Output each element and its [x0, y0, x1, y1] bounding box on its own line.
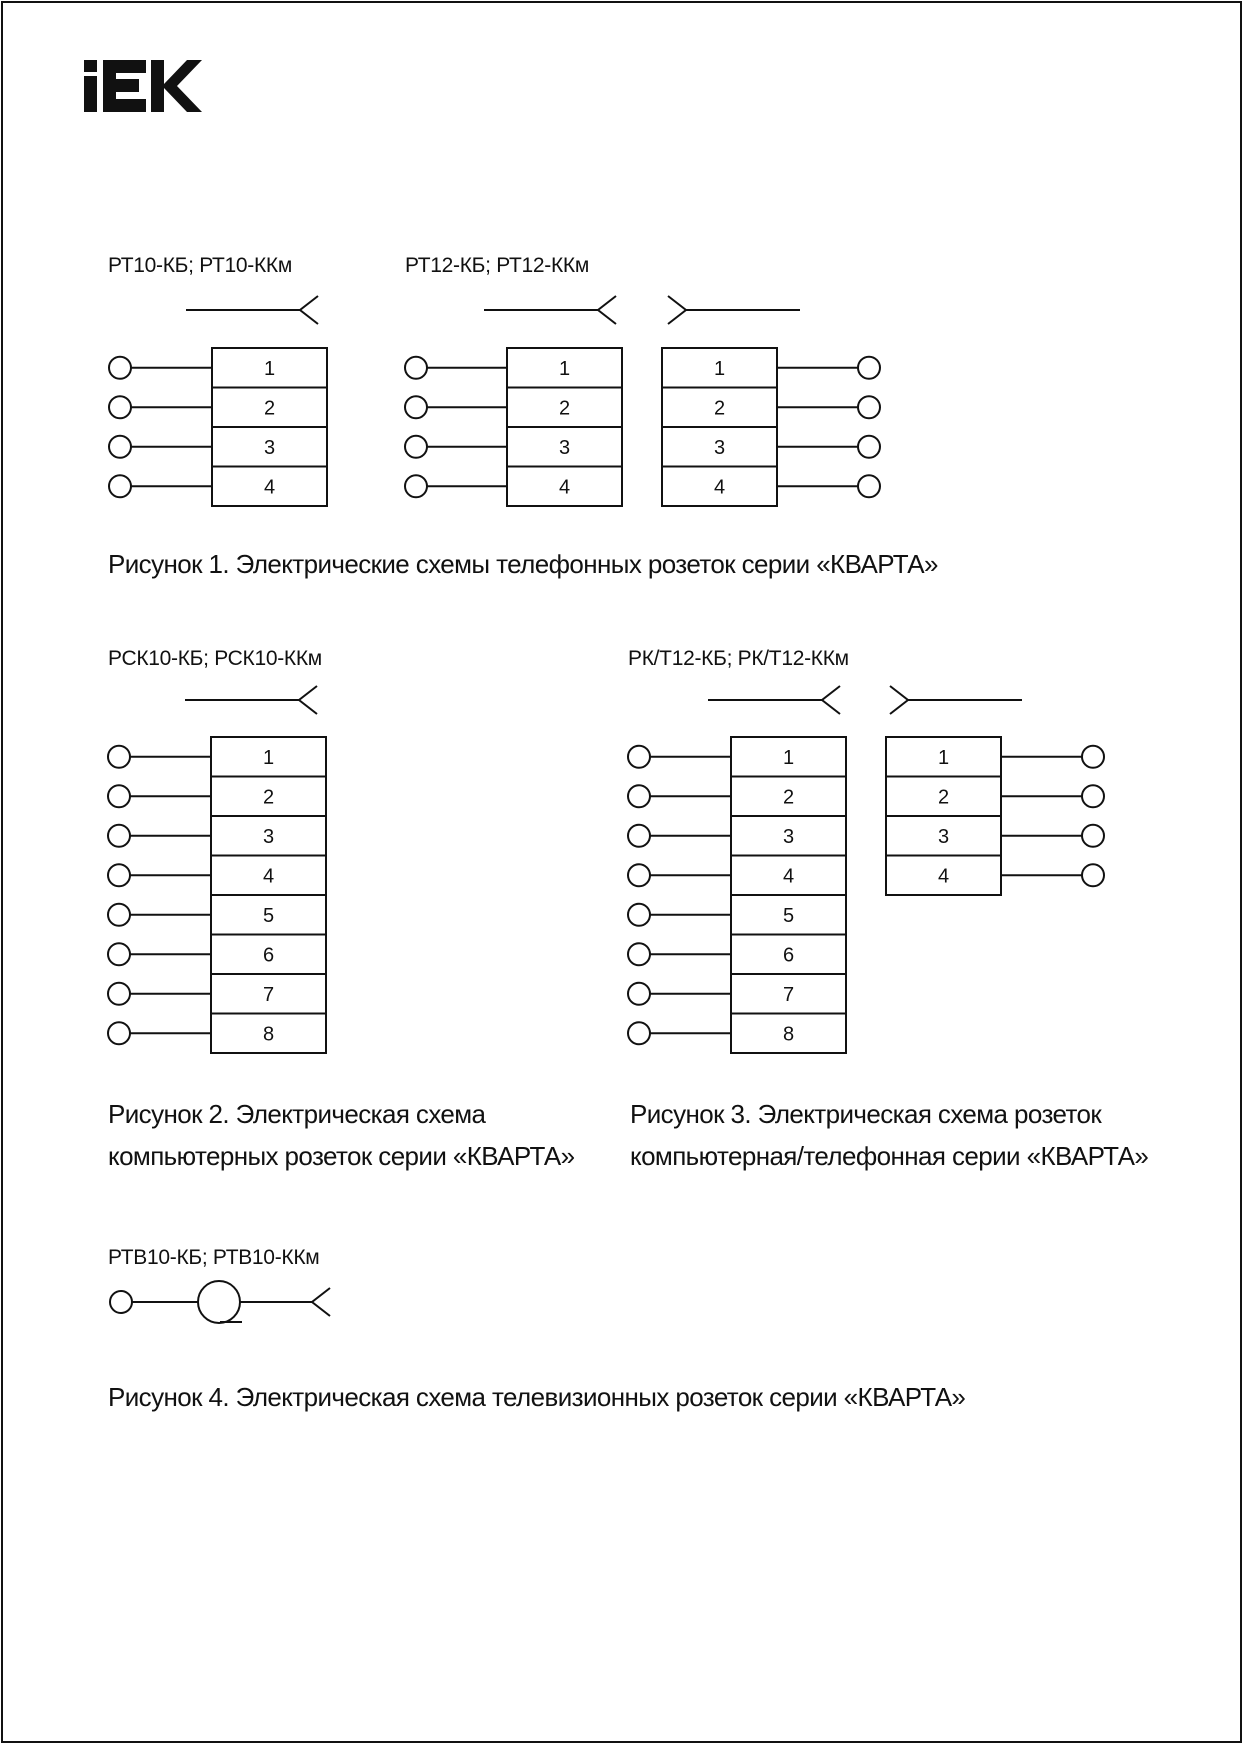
- fig3-caption-line1: Рисунок 3. Электрическая схема розеток: [630, 1099, 1102, 1129]
- pin-number: 3: [937, 825, 950, 848]
- plug-symbol-fig1-left: [186, 296, 318, 324]
- terminal-row: [108, 816, 326, 856]
- terminal-row: [628, 895, 846, 935]
- terminal-circle: [628, 943, 650, 965]
- fig4-caption: Рисунок 4. Электрическая схема телевизионных розеток серии «КВАРТА»: [108, 1382, 966, 1412]
- terminal-circle: [405, 396, 427, 418]
- terminal-circle: [628, 825, 650, 847]
- tv-terminal-circle: [110, 1291, 132, 1313]
- terminal-row: [108, 974, 326, 1014]
- terminal-circle: [405, 475, 427, 497]
- pin-number: 8: [262, 1023, 275, 1046]
- terminal-circle: [108, 1022, 130, 1044]
- pin-number: 3: [262, 825, 275, 848]
- terminal-row: [405, 427, 622, 467]
- terminal-row: [405, 467, 622, 507]
- pin-number: 1: [263, 357, 276, 380]
- terminal-row: [108, 737, 326, 777]
- tv-plug-symbol: [312, 1288, 330, 1316]
- fig2-models: РСК10-КБ; РСК10-ККм: [108, 647, 322, 670]
- fig1-right-models: РТ12-КБ; РТ12-ККм: [405, 254, 589, 277]
- pin-number: 5: [782, 904, 795, 927]
- pin-number: 4: [937, 865, 950, 888]
- terminal-row: [662, 388, 880, 428]
- fig3-caption-line2: компьютерная/телефонная серии «КВАРТА»: [630, 1141, 1149, 1171]
- terminal-circle: [108, 864, 130, 886]
- pin-number: 6: [262, 944, 275, 967]
- terminal-row: [662, 467, 880, 507]
- terminal-circle: [108, 746, 130, 768]
- terminal-row: [662, 348, 880, 388]
- terminal-block-fig2: [108, 737, 326, 1053]
- pin-number: 3: [558, 436, 571, 459]
- terminal-circle: [1082, 864, 1104, 886]
- fig2-caption-line1: Рисунок 2. Электрическая схема: [108, 1099, 486, 1129]
- terminal-row: [662, 427, 880, 467]
- pin-number: 4: [262, 865, 275, 888]
- pin-number: 1: [937, 746, 950, 769]
- plug-symbol-fig1-mid: [484, 296, 616, 324]
- pin-number: 3: [263, 436, 276, 459]
- fig1-left-models: РТ10-КБ; РТ10-ККм: [108, 254, 292, 277]
- terminal-row: [886, 816, 1104, 856]
- pin-number: 6: [782, 944, 795, 967]
- pin-number: 3: [713, 436, 726, 459]
- fig1-caption: Рисунок 1. Электрические схемы телефонных розеток серии «КВАРТА»: [108, 549, 938, 579]
- terminal-row: [109, 467, 327, 507]
- fig4-models: РТВ10-КБ; РТВ10-ККм: [108, 1246, 320, 1269]
- pin-number: 4: [263, 476, 276, 499]
- terminal-circle: [109, 436, 131, 458]
- terminal-row: [628, 935, 846, 975]
- tv-socket-schematic: [110, 1281, 330, 1323]
- terminal-row: [628, 777, 846, 817]
- pin-number: 2: [937, 786, 950, 809]
- terminal-block-fig1-mid: [405, 348, 622, 506]
- pin-number: 7: [782, 983, 795, 1006]
- plug-symbol-fig2: [185, 686, 317, 714]
- terminal-circle: [109, 475, 131, 497]
- terminal-row: [109, 427, 327, 467]
- pin-number: 2: [558, 397, 571, 420]
- terminal-row: [109, 388, 327, 428]
- terminal-row: [628, 737, 846, 777]
- pin-number: 2: [713, 397, 726, 420]
- iek-logo: [0, 0, 202, 112]
- pin-number: 1: [558, 357, 571, 380]
- terminal-row: [628, 816, 846, 856]
- terminal-circle: [628, 864, 650, 886]
- terminal-circle: [628, 746, 650, 768]
- terminal-row: [109, 348, 327, 388]
- pin-number: 1: [713, 357, 726, 380]
- fig3-models: РК/Т12-КБ; РК/Т12-ККм: [628, 647, 849, 670]
- terminal-circle: [858, 357, 880, 379]
- terminal-circle: [405, 436, 427, 458]
- terminal-circle: [1082, 746, 1104, 768]
- terminal-circle: [628, 904, 650, 926]
- socket-symbol-fig3-right: [890, 686, 1022, 714]
- pin-number: 8: [782, 1023, 795, 1046]
- pin-number: 2: [782, 786, 795, 809]
- socket-symbol-fig1-right: [668, 296, 800, 324]
- pin-number: 2: [262, 786, 275, 809]
- fig2-caption-line2: компьютерных розеток серии «КВАРТА»: [108, 1141, 575, 1171]
- terminal-circle: [405, 357, 427, 379]
- terminal-circle: [1082, 825, 1104, 847]
- terminal-circle: [108, 904, 130, 926]
- terminal-circle: [628, 983, 650, 1005]
- terminal-row: [108, 1014, 326, 1054]
- terminal-row: [628, 856, 846, 896]
- terminal-row: [886, 737, 1104, 777]
- terminal-row: [628, 974, 846, 1014]
- pin-number: 3: [782, 825, 795, 848]
- terminal-circle: [108, 785, 130, 807]
- terminal-block-fig1-left: [109, 348, 327, 506]
- terminal-circle: [109, 396, 131, 418]
- terminal-circle: [858, 475, 880, 497]
- terminal-block-fig3-right: [886, 737, 1104, 895]
- pin-number: 1: [782, 746, 795, 769]
- terminal-block-fig3-left: [628, 737, 846, 1053]
- terminal-circle: [858, 436, 880, 458]
- terminal-row: [405, 388, 622, 428]
- terminal-circle: [628, 1022, 650, 1044]
- terminal-row: [108, 935, 326, 975]
- terminal-row: [405, 348, 622, 388]
- terminal-row: [886, 856, 1104, 896]
- terminal-circle: [108, 983, 130, 1005]
- terminal-circle: [108, 943, 130, 965]
- pin-number: 4: [713, 476, 726, 499]
- pin-number: 1: [262, 746, 275, 769]
- pin-number: 5: [262, 904, 275, 927]
- pin-number: 7: [262, 983, 275, 1006]
- terminal-circle: [109, 357, 131, 379]
- terminal-block-fig1-right: [662, 348, 880, 506]
- terminal-circle: [1082, 785, 1104, 807]
- coax-symbol: [198, 1281, 240, 1323]
- pin-number: 4: [558, 476, 571, 499]
- pin-number: 4: [782, 865, 795, 888]
- plug-symbol-fig3-left: [708, 686, 840, 714]
- terminal-circle: [858, 396, 880, 418]
- terminal-row: [886, 777, 1104, 817]
- terminal-circle: [108, 825, 130, 847]
- terminal-circle: [628, 785, 650, 807]
- terminal-row: [108, 895, 326, 935]
- terminal-row: [108, 777, 326, 817]
- pin-number: 2: [263, 397, 276, 420]
- terminal-row: [628, 1014, 846, 1054]
- terminal-row: [108, 856, 326, 896]
